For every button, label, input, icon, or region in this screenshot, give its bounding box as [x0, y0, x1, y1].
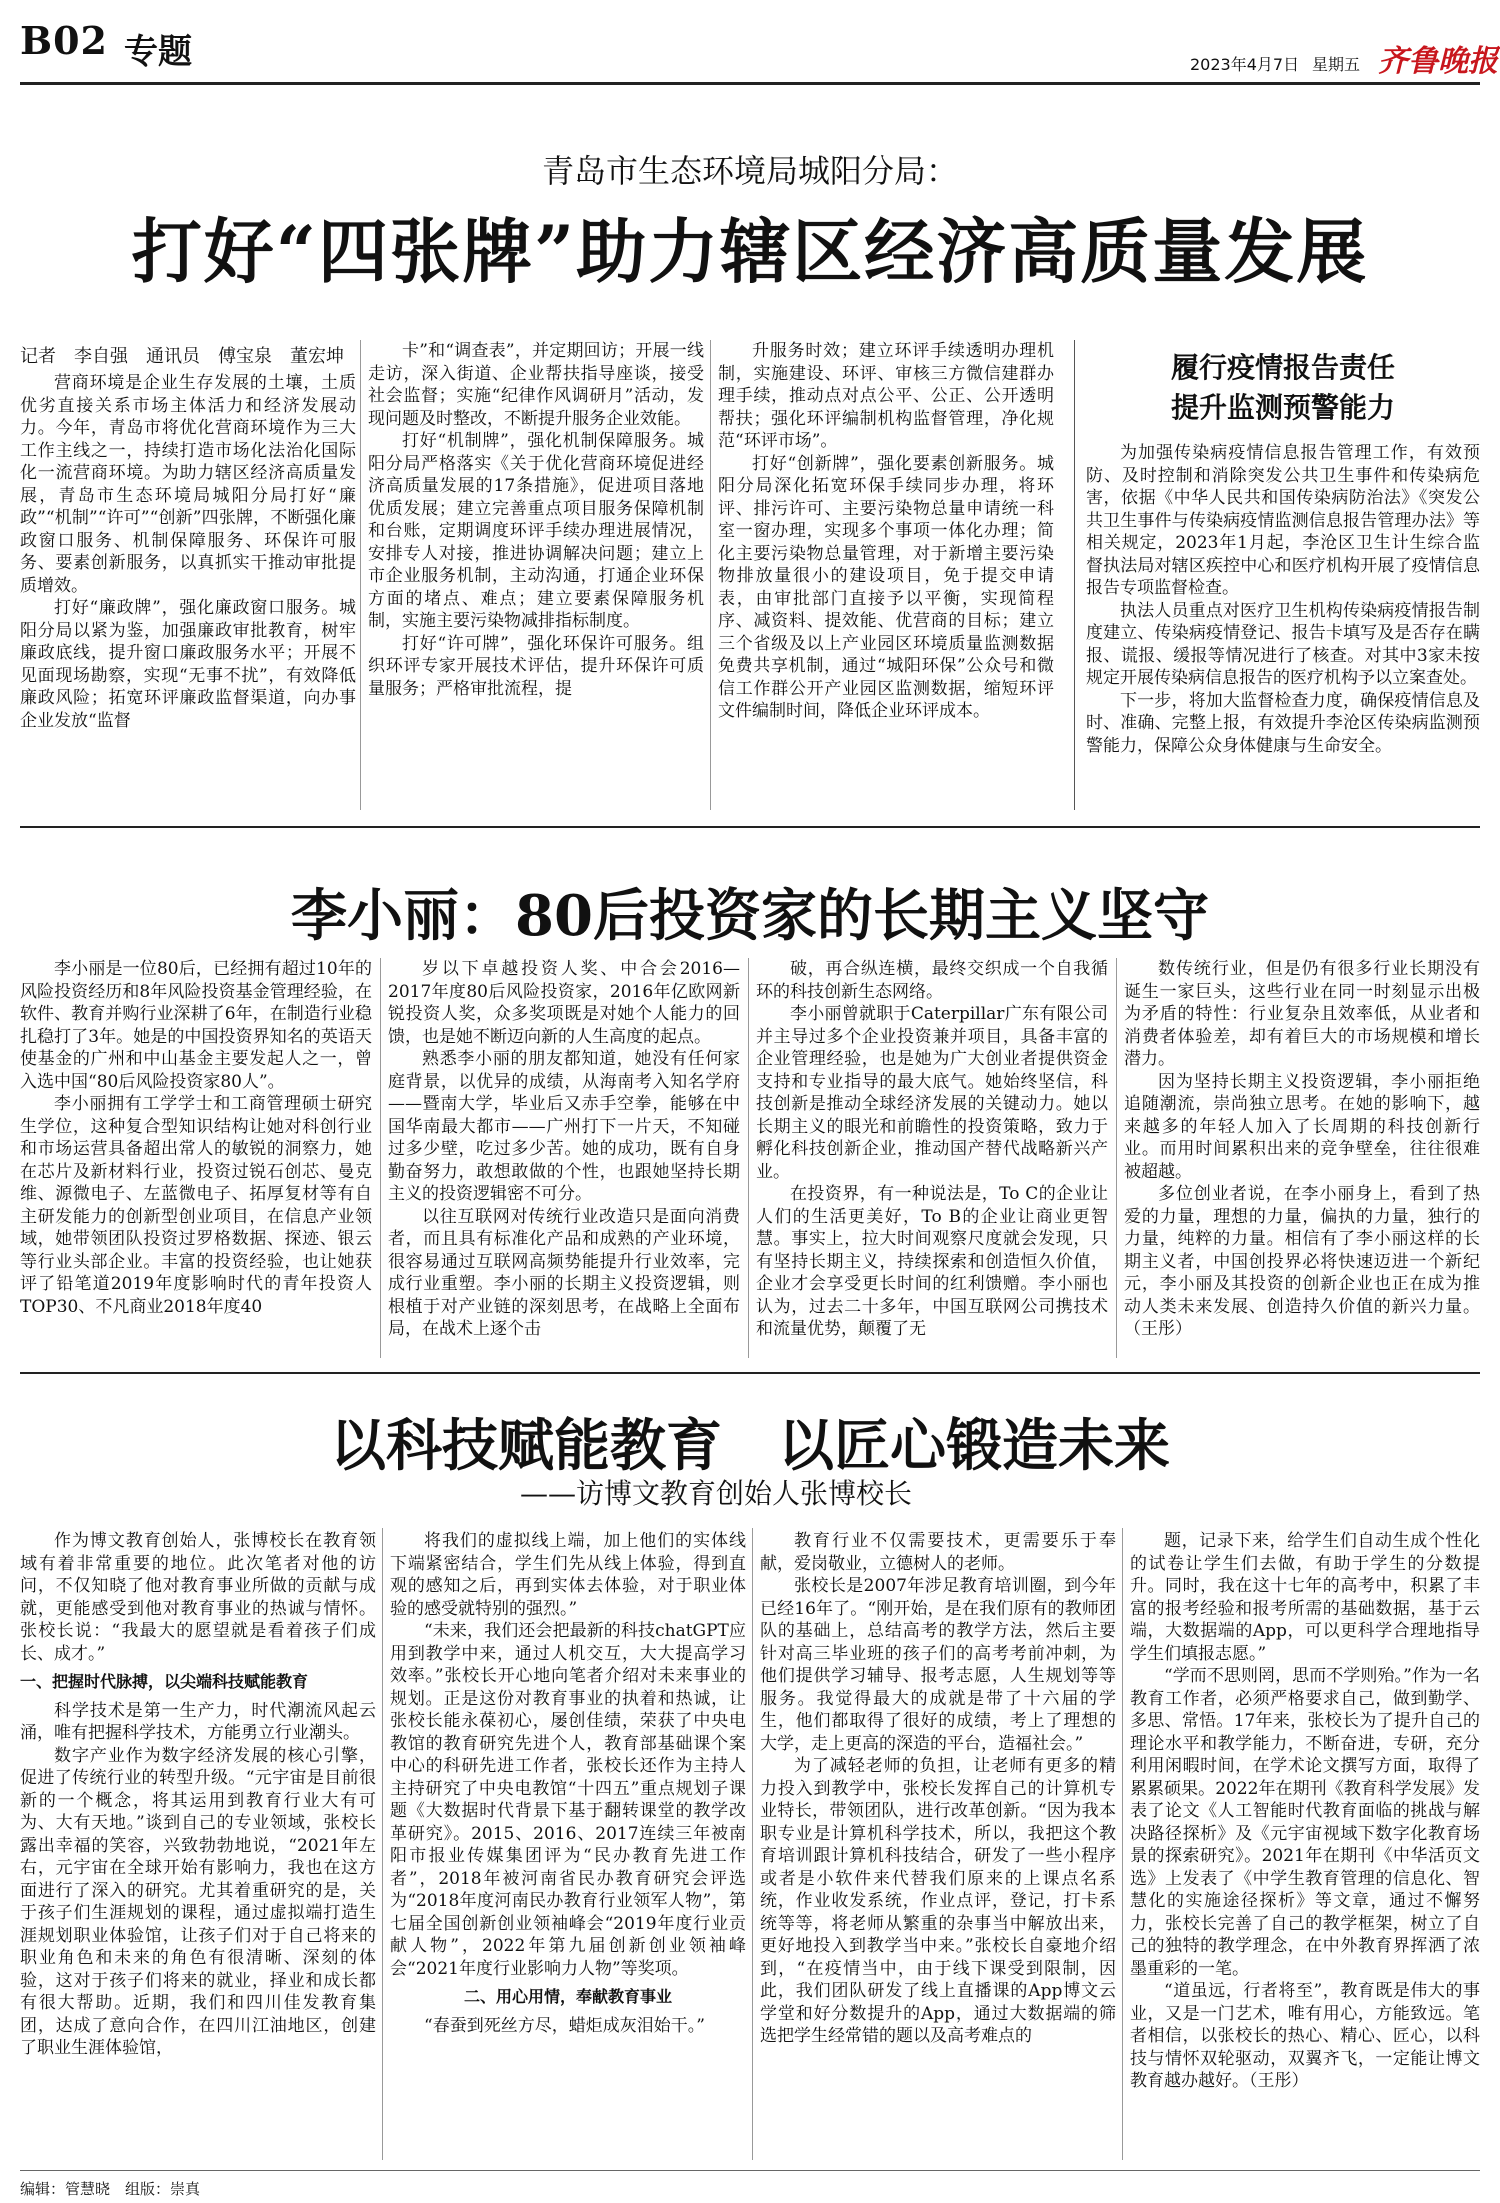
article3-paragraph: 数字产业作为数字经济发展的核心引擎，促进了传统行业的转型升级。“元宇宙是目前很新的一个概念，将其运用到教育行业大有可为、大有天地。”谈到自己的专业领域，张校长露出幸福的笑容，兴致勃勃地说，“2021年左右，元宇宙在全球开始有影响力，我也在这方面进行了深入的研究。尤其着重研究的是，关于孩子们生涯规划的课程，通过虚拟端打造生涯规划职业体验馆，让孩子们对于自己将来的职业角色和未来的角色有很清晰、深刻的体验，这对于孩子们将来的就业，择业和成长都有很大帮助。近期，我们和四川佳发教育集团，达成了意向合作，在四川江油地区，创建了职业生涯体验馆， [20, 1745, 376, 2058]
article2-headline: 李小丽：80后投资家的长期主义坚守 [291, 883, 1209, 949]
article1-paragraph: 打好“许可牌”，强化环保许可服务。组织环评专家开展技术评估，提升环保许可质量服务；严格审批流程，提 [368, 633, 704, 699]
article3-section-title: 一、把握时代脉搏，以尖端科技赋能教育 [20, 1672, 309, 1691]
section-rule [20, 1372, 1480, 1374]
article3-paragraph: “学而不思则罔，思而不学则殆。”作为一名教育工作者，必须严格要求自己，做到勤学、多思、常悟。17年来，张校长为了提升自己的理论水平和教学能力，不断奋进，专研，充分利用闲暇时间，在学术论文撰写方面，取得了累累硕果。2022年在期刊《教育科学发展》发表了论文《人工智能时代教育面临的挑战与解决路径探析》及《元宇宙视域下数字化教育场景的探索研究》。2021年在期刊《中华活页文选》上发表了《中学生教育管理的信息化、智慧化的实施途径探析》等文章，通过不懈努力，张校长完善了自己的教学框架，树立了自己的独特的教学理念，在中外教育界挥洒了浓墨重彩的一笔。 [1130, 1666, 1480, 1979]
sidebar-paragraph: 下一步，将加大监督检查力度，确保疫情信息及时、准确、完整上报，有效提升李沧区传染病监测预警能力，保障公众身体健康与生命安全。 [1086, 690, 1480, 756]
sidebar-box [1086, 348, 1480, 798]
article3-column-2 [390, 1530, 746, 2160]
column-divider [710, 340, 711, 810]
sidebar-divider [1074, 340, 1075, 810]
article1-paragraph: 打好“创新牌”，强化要素创新服务。城阳分局深化拓宽环保手续同步办理，将环评、排污许可、主要污染物总量申请统一科室一窗办理，实现多个事项一体化办理；简化主要污染物总量管理，对于新增主要污染物排放量很小的建设项目，免于提交申请表，由审批部门直接予以平衡，实现简程序、减资料、提效能、优营商的目标；建立三个省级及以上产业园区环境质量监测数据免费共享机制，通过“城阳环保”公众号和微信工作群公开产业园区监测数据，缩短环评文件编制时间，降低企业环评成本。 [718, 453, 1054, 721]
article2-column-4 [1124, 958, 1480, 1360]
article1-column-3 [718, 340, 1054, 812]
article3-paragraph: “道虽远，行者将至”，教育既是伟大的事业，又是一门艺术，唯有用心，方能致远。笔者相信，以张校长的热心、精心、匠心，以科技与情怀双轮驱动，双翼齐飞，一定能让博文教育越办越好。（王彤） [1130, 1981, 1480, 2091]
article3-paragraph: 张校长是2007年涉足教育培训圈，到今年已经16年了。“刚开始，是在我们原有的教师团队的基础上，总结高考的教学方法，然后主要针对高三毕业班的孩子们的高考考前冲刺，为他们提供学习辅导、报考志愿，人生规划等等服务。我觉得最大的成就是带了十六届的学生，他们都取得了很好的成绩，考上了理想的大学，走上更高的深造的平台，造福社会。” [760, 1576, 1116, 1754]
column-divider [752, 1528, 753, 2160]
article2-paragraph: 在投资界，有一种说法是，To C的企业让人们的生活更美好，To B的企业让商业更智慧。事实上，拉大时间观察尺度就会发现，只有坚持长期主义，持续探索和创造恒久价值，企业才会享受更长时间的红利馈赠。李小丽也认为，过去二十多年，中国互联网公司携技术和流量优势，颠覆了无 [756, 1184, 1108, 1339]
page-section: 专题 [124, 32, 192, 72]
article2-paragraph: 数传统行业，但是仍有很多行业长期没有诞生一家巨头，这些行业在同一时刻显示出极为矛盾的特性：行业复杂且效率低，从业者和消费者体验差，却有着巨大的市场规模和增长潜力。 [1124, 959, 1480, 1069]
article1-column-2 [368, 340, 704, 812]
article2-paragraph: 多位创业者说，在李小丽身上，看到了热爱的力量，理想的力量，偏执的力量，独行的力量，纯粹的力量。相信有了李小丽这样的长期主义者，中国创投界必将快速迈进一个新纪元，李小丽及其投资的创新企业也正在成为推动人类未来发展、创造持久价值的新兴力量。（王彤） [1124, 1184, 1480, 1339]
article1-byline: 记者 李自强 通讯员 傅宝泉 董宏坤 [20, 346, 344, 367]
masthead-rule [20, 82, 1480, 85]
article3-paragraph: 将我们的虚拟线上端，加上他们的实体线下端紧密结合，学生们先从线上体验，得到直观的感知之后，再到实体去体验，对于职业体验的感受就特别的强烈。” [390, 1531, 746, 1619]
article3-paragraph: 作为博文教育创始人，张博校长在教育领域有着非常重要的地位。此次笔者对他的访问，不仅知晓了他对教育事业所做的贡献与成就，更能感受到他对教育事业的热诚与情怀。张校长说：“我最大的愿望就是看着孩子们成长、成才。” [20, 1531, 376, 1664]
article2-column-3 [756, 958, 1108, 1360]
column-divider [382, 1528, 383, 2160]
issue-date: 2023年4月7日 [1190, 55, 1300, 74]
article3-paragraph: 为了减轻老师的负担，让老师有更多的精力投入到教学中，张校长发挥自己的计算机专业特长，带领团队，进行改革创新。“因为我本职专业是计算机科学技术，所以，我把这个教育培训跟计算机科技结合，研发了一些小程序或者是小软件来代替我们原来的上课点名系统，作业收发系统，作业点评，登记，打卡系统等等，将老师从繁重的杂事当中解放出来，更好地投入到教学当中来。”张校长自豪地介绍到，“在疫情当中，由于线下课受到限制，因此，我们团队研发了线上直播课的App博文云学堂和好分数提升的App，通过大数据端的筛选把学生经常错的题以及高考难点的 [760, 1756, 1116, 2046]
article2-paragraph: 李小丽拥有工学学士和工商管理硕士研究生学位，这种复合型知识结构让她对科创行业和市场运营具备超出常人的敏锐的洞察力，她在芯片及新材料行业，投资过锐石创芯、曼克维、源微电子、左蓝微电子、拓厚复材等有自主研发能力的创新型创业项目，在信息产业领域，她带领团队投资过罗格数据、探迹、银云等行业头部企业。丰富的投资经验，也让她获评了铅笔道2019年度影响时代的青年投资人TOP30、不凡商业2018年度40 [20, 1094, 372, 1317]
article2-paragraph: 破，再合纵连横，最终交织成一个自我循环的科技创新生态网络。 [756, 959, 1108, 1002]
article1-paragraph: 营商环境是企业生存发展的土壤，土质优劣直接关系市场主体活力和经济发展动力。今年，青岛市将优化营商环境作为三大工作主线之一，持续打造市场化法治化国际化一流营商环境。为助力辖区经济高质量发展，青岛市生态环境局城阳分局打好“廉政”“机制”“许可”“创新”四张牌，不断强化廉政窗口服务、机制保障服务、环保许可服务、要素创新服务，以真抓实干推动审批提质增效。 [20, 373, 356, 596]
article1-headline: 打好“四张牌”助力辖区经济高质量发展 [131, 210, 1369, 293]
article1-paragraph: 升服务时效；建立环评手续透明办理机制，实施建设、环评、审核三方微信建群办理手续，推动点对点公平、公正、公开透明帮扶；强化环评编制机构监督管理，净化规范“环评市场”。 [718, 341, 1054, 451]
article1-paragraph: 打好“廉政牌”，强化廉政窗口服务。城阳分局以紧为鉴，加强廉政审批教育，树牢廉政底线，提升窗口廉政服务水平；开展不见面现场勘察，实现“无事不扰”，有效降低廉政风险；拓宽环评廉政监督渠道，向办事企业发放“监督 [20, 598, 356, 731]
article2-column-2 [388, 958, 740, 1360]
column-divider [380, 958, 381, 1358]
sidebar-paragraph: 执法人员重点对医疗卫生机构传染病疫情报告制度建立、传染病疫情登记、报告卡填写及是否存在瞒报、谎报、缓报等情况进行了核查。对其中3家未按规定开展传染病信息报告的医疗机构予以立案查处。 [1086, 600, 1480, 688]
article3-column-4 [1130, 1530, 1480, 2160]
sidebar-title-line2: 提升监测预警能力 [1170, 391, 1395, 424]
article1-paragraph: 卡”和“调查表”，并定期回访；开展一线走访，深入街道、企业帮扶指导座谈，接受社会监督；实施“纪律作风调研月”活动，发现问题及时整改，不断提升服务企业效能。 [368, 341, 704, 429]
article3-subhead: ——访博文教育创始人张博校长 [520, 1477, 913, 1510]
page-code: B02 [20, 18, 108, 63]
article3-section-title: 二、用心用情，奉献教育事业 [463, 1987, 672, 2006]
article3-paragraph: 题，记录下来，给学生们自动生成个性化的试卷让学生们去做，有助于学生的分数提升。同时，我在这十七年的高考中，积累了丰富的报考经验和报考所需的基础数据，基于云端，大数据端的App，可以更科学合理地指导学生们填报志愿。” [1130, 1531, 1480, 1664]
article2-paragraph: 以往互联网对传统行业改造只是面向消费者，而且具有标准化产品和成熟的产业环境，很容易通过互联网高频势能提升行业效率，完成行业重塑。李小丽的长期主义投资逻辑，则根植于对产业链的深刻思考，在战略上全面布局，在战术上逐个击 [388, 1206, 740, 1339]
section-rule [20, 826, 1480, 828]
article2-paragraph: 李小丽是一位80后，已经拥有超过10年的风险投资经历和8年风险投资基金管理经验，在软件、教育并购行业深耕了6年，在制造行业稳扎稳打了3年。她是的中国投资界知名的英语天使基金的广州和中山基金主要发起人之一，曾入选中国“80后风险投资家80人”。 [20, 959, 372, 1092]
article2-paragraph: 因为坚持长期主义投资逻辑，李小丽拒绝追随潮流，崇尚独立思考。在她的影响下，越来越多的年轻人加入了长周期的科技创新行业。而用时间累积出来的竞争壁垒，往往很难被超越。 [1124, 1071, 1480, 1182]
sidebar-title-line1: 履行疫情报告责任 [1170, 351, 1395, 384]
article2-paragraph: 李小丽曾就职于Caterpillar广东有限公司并主导过多个企业投资兼并项目，具备丰富的企业管理经验，也是她为广大创业者提供资金支持和专业指导的最大底气。她始终坚信，科技创新是推动全球经济发展的关键动力。她以长期主义的眼光和前瞻性的投资策略，致力于孵化科技创新企业，推动国产替代战略新兴产业。 [756, 1004, 1108, 1182]
newspaper-logo: 齐鲁晚报 [1378, 44, 1498, 79]
article3-column-1 [20, 1530, 376, 2160]
sidebar-paragraph: 为加强传染病疫情信息报告管理工作，有效预防、及时控制和消除突发公共卫生事件和传染病危害，依据《中华人民共和国传染病防治法》《突发公共卫生事件与传染病疫情监测信息报告管理办法》等相关规定，2023年1月起，李沧区卫生计生综合监督执法局对辖区疾控中心和医疗机构开展了疫情信息报告专项监督检查。 [1086, 443, 1480, 598]
article1-paragraph: 打好“机制牌”，强化机制保障服务。城阳分局严格落实《关于优化营商环境促进经济高质量发展的17条措施》，促进项目落地优质发展；建立完善重点项目服务保障机制和台账，定期调度环评手续办理进展情况，安排专人对接，推进协调解决问题；建立上市企业服务机制，主动沟通，打通企业环保方面的堵点、难点；建立要素保障服务机制，实施主要污染物减排指标制度。 [368, 431, 704, 631]
article3-column-3 [760, 1530, 1116, 2160]
article3-paragraph: 教育行业不仅需要技术，更需要乐于奉献，爱岗敬业，立德树人的老师。 [760, 1531, 1116, 1574]
article3-paragraph: “未来，我们还会把最新的科技chatGPT应用到教学中来，通过人机交互，大大提高学习效率。”张校长开心地向笔者介绍对未来事业的规划。正是这份对教育事业的执着和热诚，让张校长能永葆初心，屡创佳绩，荣获了中央电教馆的教育研究先进个人，教育部基础课个案中心的科研先进工作者，张校长还作为主持人主持研究了中央电教馆“十四五”重点规划子课题《大数据时代背景下基于翻转课堂的教学改革研究》。2015、2016、2017连续三年被南阳市报业传媒集团评为“民办教育先进工作者”，2018年被河南省民办教育研究会评选为“2018年度河南民办教育行业领军人物”，第七届全国创新创业领袖峰会“2019年度行业贡献人物”，2022年第九届创新创业领袖峰会“2021年度行业影响力人物”等奖项。 [390, 1621, 746, 1979]
issue-weekday: 星期五 [1312, 55, 1361, 74]
column-divider [360, 340, 361, 810]
footer-rule [20, 2170, 1480, 2171]
article3-paragraph: 科学技术是第一生产力，时代潮流风起云涌，唯有把握科学技术，方能勇立行业潮头。 [20, 1700, 376, 1743]
column-divider [1116, 958, 1117, 1358]
article3-paragraph: “春蚕到死丝方尽，蜡炬成灰泪始干。” [424, 2015, 705, 2036]
article1-kicker: 青岛市生态环境局城阳分局： [541, 152, 958, 190]
column-divider [748, 958, 749, 1358]
article2-paragraph: 熟悉李小丽的朋友都知道，她没有任何家庭背景，以优异的成绩，从海南考入知名学府——暨南大学，毕业后又赤手空拳，能够在中国华南最大都市——广州打下一片天，不知碰过多少壁，吃过多少苦。她的成功，既有自身勤奋努力，敢想敢做的个性，也跟她坚持长期主义的投资逻辑密不可分。 [388, 1049, 740, 1204]
sidebar-body [1086, 442, 1480, 798]
footer-editor: 编辑：管慧晓 组版：崇真 [20, 2180, 201, 2198]
article2-column-1 [20, 958, 372, 1360]
article1-column-1 [20, 372, 356, 812]
article3-headline: 以科技赋能教育 以匠心锻造未来 [330, 1413, 1170, 1479]
article2-paragraph: 岁以下卓越投资人奖、中合会2016—2017年度80后风险投资家，2016年亿欧网新锐投资人奖，众多奖项既是对她个人能力的回馈，也是她不断迈向新的人生高度的起点。 [388, 959, 740, 1047]
column-divider [1122, 1528, 1123, 2160]
